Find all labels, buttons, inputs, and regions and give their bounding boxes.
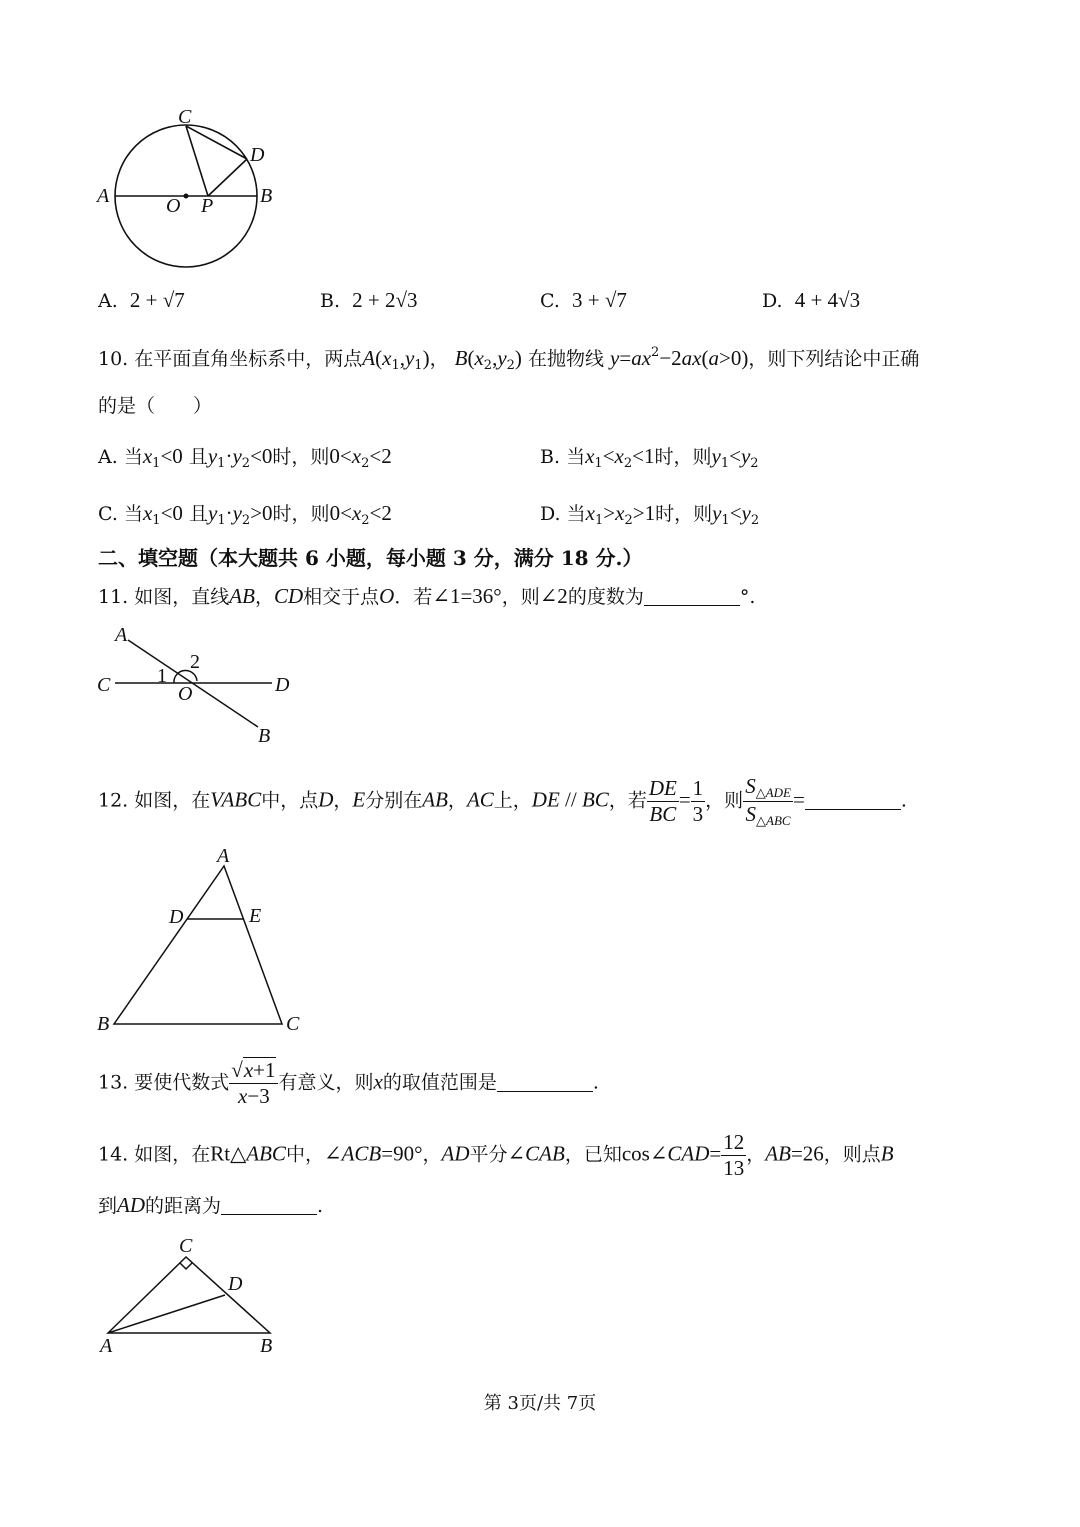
segment-ad (108, 1295, 225, 1333)
right-angle-mark (180, 1263, 192, 1269)
q12-triangle-figure (114, 866, 282, 1024)
question-number: 14. (98, 1143, 129, 1166)
q9-label-c: C (178, 106, 192, 128)
answer-blank[interactable] (221, 1196, 317, 1215)
q9-label-d: D (250, 144, 265, 166)
q9-label-a: A (97, 185, 110, 207)
q9-option-a[interactable]: A. 2 + √7 (98, 288, 185, 312)
q10-option-b[interactable]: B. 当$x_1<x_2<1$时，则$y_1<y_2$ (540, 444, 759, 471)
q13-stem: 13. 要使代数式 $\frac{√x+1}{x-3}$ 有意义，则x的取值范围是 . (98, 1058, 599, 1108)
q11-label-2: 2 (190, 651, 200, 673)
q9-label-o: O (166, 195, 181, 217)
center-dot (184, 194, 189, 199)
q11-label-c: C (97, 674, 111, 696)
q10-stem-cont: 的是（ ） (98, 395, 213, 417)
q14-label-d: D (228, 1273, 243, 1295)
question-number: 11. (98, 586, 129, 608)
page-footer: 第 3页/共 7页 (483, 1393, 597, 1414)
q9-option-b[interactable]: B. 2 + 2√3 (320, 288, 418, 312)
q11-label-1: 1 (157, 665, 167, 687)
section-title: 二、填空题（本大题共 6 小题，每小题 3 分，满分 18 分.） (98, 546, 643, 570)
q14-triangle-figure (108, 1257, 270, 1333)
segment-pd (208, 159, 247, 196)
question-number: 10. (98, 348, 129, 370)
q14-stem-cont: 到AD的距离为 . (98, 1193, 324, 1217)
q9-option-c[interactable]: C. 3 + √7 (540, 288, 627, 312)
q11-label-b: B (258, 725, 271, 747)
q11-label-d: D (275, 674, 290, 696)
answer-blank[interactable] (497, 1073, 593, 1092)
answer-blank[interactable] (644, 587, 740, 606)
q12-label-a: A (217, 845, 230, 867)
q10-stem: 10. 在平面直角坐标系中，两点$A(x_1,y_1)$， $B(x_2,y_2)$ 在抛物线 $y=ax^2-2ax(a>0)$，则下列结论中正确 (98, 345, 920, 373)
triangle-acb (108, 1257, 270, 1333)
q9-label-p: P (201, 195, 214, 217)
q12-label-e: E (249, 905, 262, 927)
question-number: 12. (98, 789, 129, 812)
question-number: 13. (98, 1071, 129, 1094)
q14-stem: 14. 如图，在Rt△ABC中，∠ACB=90°，AD平分∠CAB，已知cos∠CAD= $\frac{12}{13}$ ，AB=26，则点B (98, 1130, 894, 1180)
q12-label-d: D (169, 906, 184, 928)
q10-option-c[interactable]: C. 当$x_1<0$ 且$y_1\cdot y_2>0$时，则$0<x_2<2$ (98, 501, 392, 528)
q14-label-b: B (260, 1335, 273, 1357)
q14-label-a: A (100, 1335, 113, 1357)
q9-option-d[interactable]: D. 4 + 4√3 (762, 288, 861, 312)
q11-label-o: O (178, 683, 193, 705)
q12-label-b: B (97, 1013, 110, 1035)
answer-blank[interactable] (805, 791, 901, 810)
q11-stem: 11. 如图，直线AB，CD相交于点O．若∠1=36°，则∠2的度数为 °. (98, 584, 756, 608)
q11-label-a: A (115, 624, 128, 646)
q14-label-c: C (179, 1235, 193, 1257)
q12-stem: 12. 如图，在VABC中，点D，E分别在AB，AC上，DE // BC，若 $\frac{DE}{BC}$ = $\frac{1}{3}$ ，则 $\frac{S_{\triangle ADE}}{S_{\triangle ABC}}$ = . (98, 774, 907, 828)
q9-label-b: B (260, 185, 273, 207)
q12-label-c: C (286, 1013, 300, 1035)
q10-option-d[interactable]: D. 当$x_1>x_2>1$时，则$y_1<y_2$ (540, 501, 760, 528)
q10-option-a[interactable]: A. 当$x_1<0$ 且$y_1\cdot y_2<0$时，则$0<x_2<2$ (98, 444, 392, 471)
triangle-abc (114, 866, 282, 1024)
